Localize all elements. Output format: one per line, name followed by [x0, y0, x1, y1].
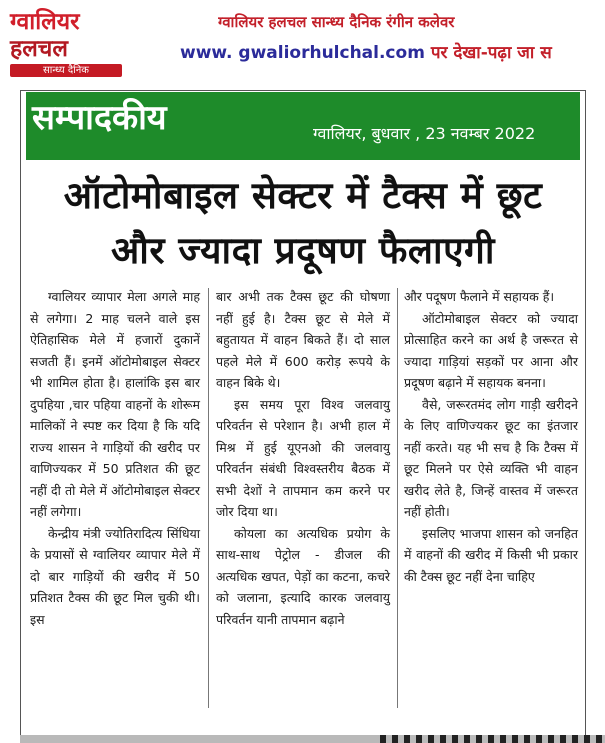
paragraph: और पदूषण फैलाने में सहायक हैं।: [404, 289, 555, 304]
headline-line-1: ऑटोमोबाइल सेक्टर में टैक्स में छूट: [63, 174, 543, 217]
masthead-tagline: ग्वालियर हलचल सान्ध्य दैनिक रंगीन कलेवर: [218, 13, 455, 31]
logo-line-1: ग्वालियर: [10, 8, 80, 35]
website-url[interactable]: www. gwaliorhulchal.com: [180, 43, 425, 63]
paragraph: इस समय पूरा विश्व जलवायु परिवर्तन से परेशान है। अभी हाल में मिश्र में हुई यूएनओ की जलवायु परिवर्तन संबंधी विश्वस्तरीय बैठक में सभी देशों ने तापमान कम करने पर जोर दिया था।: [216, 396, 390, 519]
paragraph: वैसे, जरूरतमंद लोग गाड़ी खरीदने के लिए वाणिज्यकर छूट का इंतजार नहीं करते। यह भी सच है कि टैक्स में छूट मिलने पर ऐसे व्यक्ति भी वाहन खरीद लेते है, जिन्हें वास्तव में जरूरत नहीं होती।: [404, 396, 578, 519]
column-divider: [397, 288, 398, 708]
website-line: [180, 40, 605, 63]
paragraph: केन्द्रीय मंत्री ज्योतिरादित्य सिंधिया के प्रयासों से ग्वालियर व्यापार मेले में दो बार गाड़ियों की खरीद में 50 प्रतिशत टैक्स की छूट मिल चुकी थी। इस: [30, 525, 200, 627]
headline-line-2: और ज्यादा प्रदूषण फैलाएगी: [111, 229, 495, 272]
paragraph: ऑटोमोबाइल सेक्टर को ज्यादा प्रोत्साहित करने का अर्थ है जरूरत से ज्यादा गाड़ियां सड़कों पर आना और प्रदूषण बढ़ाने में सहायक बनना।: [404, 310, 578, 390]
article-column-2: [216, 286, 390, 630]
website-suffix: पर देखा-पढ़ा जा स: [424, 43, 552, 63]
article-column-1: [30, 286, 200, 630]
paragraph: बार अभी तक टैक्स छूट की घोषणा नहीं हुई है। टैक्स छूट से मेले में बहुतायत में वाहन बिकते हैं। दो साल पहले मेले में 600 करोड़ रूपये के वाहन बिके थे।: [216, 289, 390, 390]
section-banner: [26, 92, 580, 160]
paragraph: ग्वालियर व्यापार मेला अगले माह से लगेगा। 2 माह चलने वाले इस ऐतिहासिक मेले में हजारों दुकानें सजती हैं। इनमें ऑटोमोबाइल सेक्टर भी शामिल होता है। हालांकि इस बार दुपहिया ,चार पहिया वाहनों के शोरूम मालिकों ने स्पष्ट कर दिया है कि यदि राज्य शासन ने गाड़ियों की खरीद पर वाणिज्यकर में 50 प्रतिशत की छूट नहीं दी तो मेले में ऑटोमोबाइल सेक्टर नहीं लगेगा।: [30, 289, 200, 519]
logo-line-3: सान्ध्य दैनिक: [10, 64, 122, 77]
column-divider: [208, 288, 209, 708]
masthead: [0, 0, 605, 86]
next-article-strip: [20, 735, 605, 743]
paragraph: इसलिए भाजपा शासन को जनहित में वाहनों की खरीद में किसी भी प्रकार की टैक्स छूट नहीं देना चाहिए: [404, 525, 578, 584]
section-label: सम्पादकीय: [32, 98, 167, 138]
paragraph: कोयला का अत्यधिक प्रयोग के साथ-साथ पेट्रोल - डीजल की अत्यधिक खपत, पेड़ों का कटना, कचरे को जलाना, इत्यादि कारक जलवायु परिवर्तन यानी तापमान बढ़ाने: [216, 525, 390, 627]
logo-line-2: हलचल: [10, 35, 69, 62]
article-headline: [26, 168, 580, 278]
newspaper-logo[interactable]: [10, 8, 122, 80]
dateline: ग्वालियर, बुधवार , 23 नवम्बर 2022: [313, 124, 536, 143]
article-column-3: [404, 286, 578, 587]
cropped-content: [380, 735, 605, 743]
